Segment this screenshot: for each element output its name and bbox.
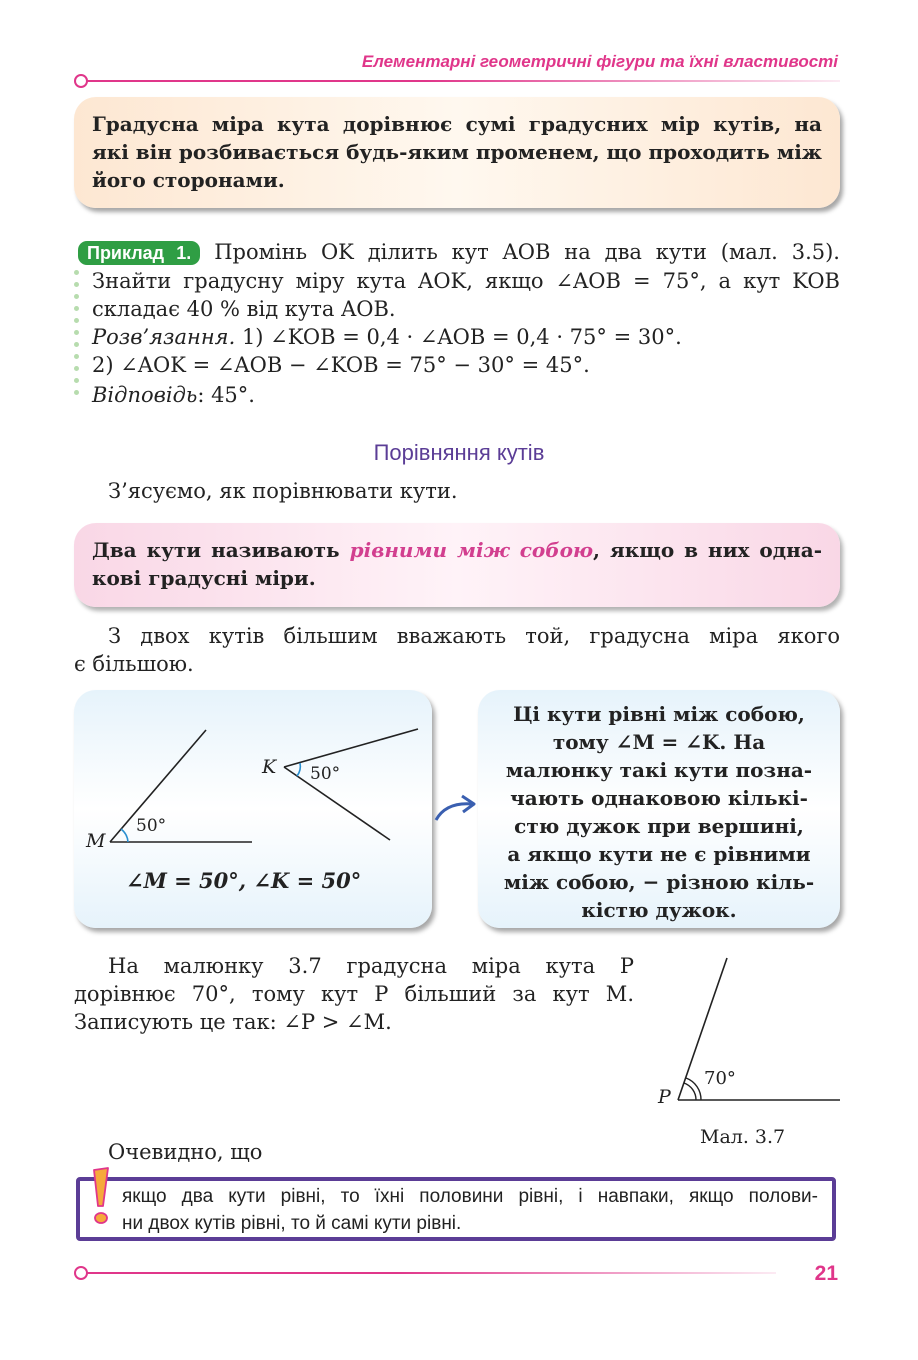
example-block xyxy=(78,238,840,409)
para-line: Записують це так: ∠P > ∠M. xyxy=(74,1010,392,1034)
figure-3-7 xyxy=(650,950,842,1110)
rule-line: які він розбивається будь-яким променем, що проходить між xyxy=(92,140,822,164)
example-line: складає 40 % від кута AOB. xyxy=(92,297,396,321)
page-number: 21 xyxy=(814,1262,838,1285)
answer-value: : 45°. xyxy=(197,383,255,407)
angle-k-ray xyxy=(284,729,418,767)
explanation-line: а якщо кути не є рівними xyxy=(507,842,811,866)
rule-term: рівними між собою xyxy=(349,538,594,562)
figure-caption-equal: ∠M = 50°, ∠K = 50° xyxy=(126,868,362,893)
rule-text: , якщо в них одна- xyxy=(593,538,823,562)
example-badge: Приклад 1. xyxy=(78,241,200,265)
note-line: якщо два кути рівні, то їхні половини рівні, і навпаки, якщо полови- xyxy=(122,1186,818,1207)
para-line: є більшою. xyxy=(74,652,194,676)
label-k: K xyxy=(262,756,277,778)
angle-m-value: 50° xyxy=(136,816,167,836)
example-line: Знайти градусну міру кута AOK, якщо ∠AOB = 75°, а кут KOB xyxy=(92,269,840,293)
comparison-paragraph xyxy=(74,622,840,678)
answer-label: Відповідь xyxy=(92,383,198,407)
explanation-line: між собою, − різною кіль- xyxy=(503,870,815,894)
section-title: Порівняння кутів xyxy=(373,440,545,465)
rule-line: його сторонами. xyxy=(92,168,285,192)
exclamation-icon xyxy=(90,1166,114,1228)
explanation-line: Ці кути рівні між собою, xyxy=(513,702,805,726)
angle-m-arc xyxy=(121,829,128,842)
arrow-icon xyxy=(432,792,480,826)
explanation-line: кістю дужок. xyxy=(581,898,737,922)
example-line: Промінь OK ділить кут AOB на два кути (мал. 3.5). xyxy=(214,240,840,264)
example-line: 2) ∠AOK = ∠AOB − ∠KOB = 75° − 30° = 45°. xyxy=(92,353,590,377)
explanation-line: чають однаковою кількі- xyxy=(510,786,808,810)
footer-rule xyxy=(86,1272,776,1274)
running-header: Елементарні геометричні фігури та їхні властивості xyxy=(361,52,838,71)
rule-box-angle-sum xyxy=(74,97,840,208)
rule-text: Два кути називають xyxy=(92,538,350,562)
rule-box-equal-angles xyxy=(74,523,840,607)
explanation-line: стю дужок при вершині, xyxy=(514,814,804,838)
angle-p-arc xyxy=(684,1083,696,1100)
figure-equal-angles xyxy=(74,690,432,928)
section-intro: З’ясуємо, як порівнювати кути. xyxy=(108,479,458,503)
para-line: З двох кутів більшим вважають той, градусна міра якого xyxy=(108,624,840,648)
label-m: M xyxy=(86,830,106,852)
obviously-text: Очевидно, що xyxy=(108,1140,263,1164)
angle-p-paragraph xyxy=(74,952,634,1036)
header-rule xyxy=(86,80,840,82)
solution-label: Розв’язання. xyxy=(92,325,236,349)
rule-line: Градусна міра кута дорівнює сумі градусних мір кутів, на xyxy=(92,112,822,136)
label-p: P xyxy=(658,1086,671,1108)
explanation-line: тому ∠M = ∠K. На xyxy=(552,730,766,754)
explanation-line: малюнку такі кути позна- xyxy=(505,758,813,782)
angle-p-value: 70° xyxy=(704,1068,736,1089)
rule-line: кові градусні міри. xyxy=(92,566,316,590)
note-line: ни двох кутів рівні, то й самі кути рівні. xyxy=(122,1213,462,1234)
note-box xyxy=(76,1177,836,1241)
angle-p-arc xyxy=(686,1078,701,1100)
figure-caption: Мал. 3.7 xyxy=(700,1126,786,1148)
para-line: дорівнює 70°, тому кут P більший за кут M. xyxy=(74,982,634,1006)
example-line: 1) ∠KOB = 0,4 · ∠AOB = 0,4 · 75° = 30°. xyxy=(241,325,682,349)
angle-k-value: 50° xyxy=(310,764,341,784)
angle-k-arc xyxy=(297,763,300,776)
explanation-box xyxy=(478,690,840,928)
para-line: На малюнку 3.7 градусна міра кута P xyxy=(108,954,634,978)
